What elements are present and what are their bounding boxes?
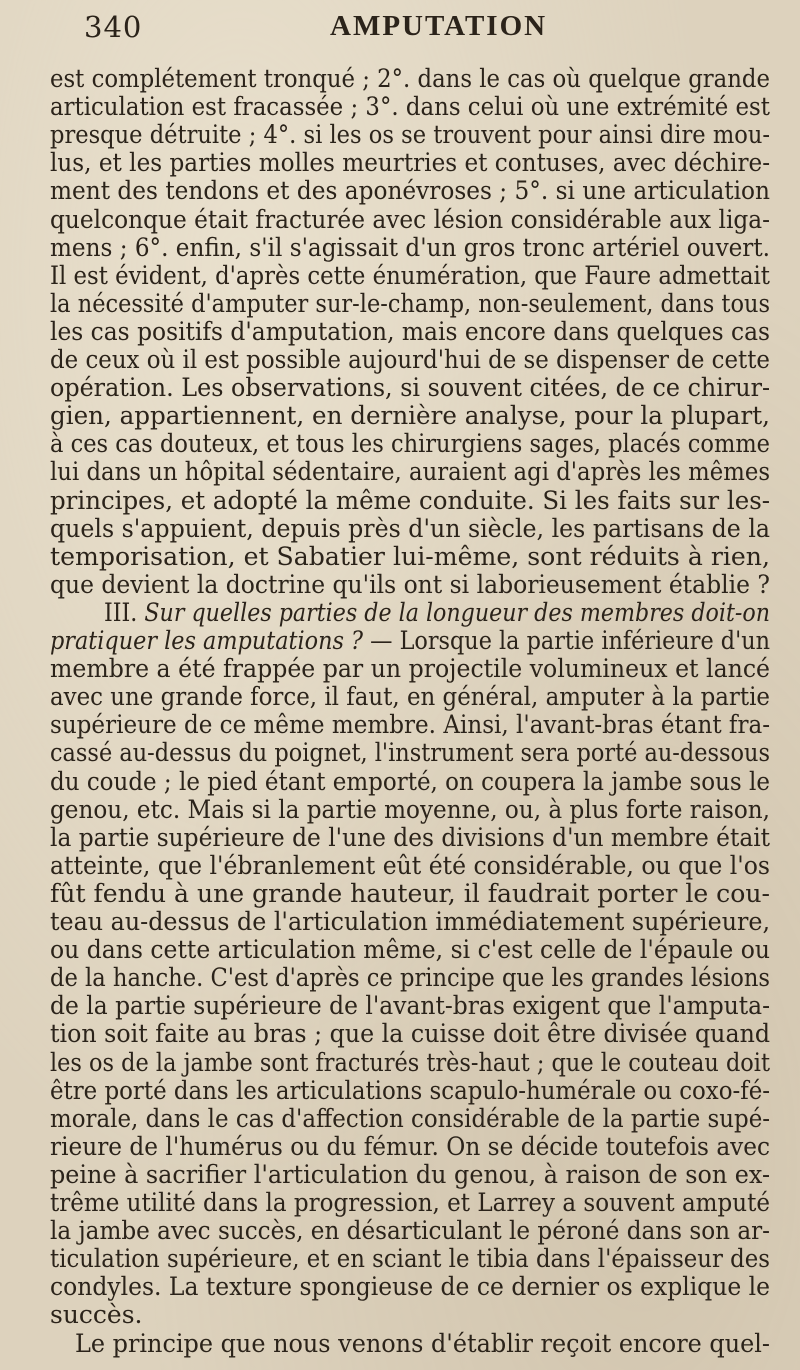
line-text: supérieure de ce même membre. Ainsi, l'avant-bras étant fra- <box>50 710 771 740</box>
line-text: la nécessité d'amputer sur-le-champ, non-seulement, dans tous <box>50 288 770 318</box>
line-text: la partie supérieure de l'une des divisions d'un membre était <box>50 822 771 852</box>
line-text: principes, et adopté la même conduite. Si les faits sur les- <box>50 485 771 515</box>
line-text: ticulation supérieure, et en sciant le tibia dans l'épaisseur des <box>50 1244 770 1274</box>
line-text: temporisation, et Sabatier lui-même, sont réduits à rien, <box>50 541 770 571</box>
line-text: à ces cas douteux, et tous les chirurgiens sages, placés comme <box>50 429 771 459</box>
line-text: succès. <box>50 1300 143 1330</box>
line-text: la jambe avec succès, en désarticulant le péroné dans son ar- <box>50 1216 770 1246</box>
line-text: que devient la doctrine qu'ils ont si laborieusement établie ? <box>50 569 770 599</box>
line-text: fût fendu à une grande hauteur, il faudrait porter le cou- <box>50 878 770 908</box>
line-text: les cas positifs d'amputation, mais encore dans quelques cas <box>50 316 770 346</box>
running-title: AMPUTATION <box>330 10 548 42</box>
line-text: — Lorsque la partie inférieure d'un <box>363 626 771 655</box>
line-text: peine à sacrifier l'articulation du genou, à raison de son ex- <box>50 1159 771 1189</box>
line-text: est complétement tronqué ; 2°. dans le cas où quelque grande <box>50 64 770 93</box>
line-text: genou, etc. Mais si la partie moyenne, ou, à plus forte raison, <box>50 794 771 824</box>
line-text: lus, et les parties molles meurtries et contuses, avec déchire- <box>50 148 771 178</box>
line-text: quelconque était fracturée avec lésion considérable aux liga- <box>50 204 771 234</box>
line-text: condyles. La texture spongieuse de ce dernier os explique le <box>50 1272 771 1302</box>
line-text: ment des tendons et des aponévroses ; 5°. si une articulation <box>50 176 771 206</box>
section-heading-italic: pratiquer les amputations ? <box>50 626 364 655</box>
line-text: de ceux où il est possible aujourd'hui de se dispenser de cette <box>50 345 770 374</box>
line-text: teau au-dessus de l'articulation immédiatement supérieure, <box>50 907 771 936</box>
text-line <box>50 1270 800 1304</box>
section-number: III. <box>104 597 145 627</box>
line-text: membre a été frappée par un projectile volumineux et lancé <box>50 654 771 684</box>
line-text: lui dans un hôpital sédentaire, auraient agi d'après les mêmes <box>50 457 771 487</box>
text-line <box>75 1327 800 1361</box>
line-text: ou dans cette articulation même, si c'est celle de l'épaule ou <box>50 935 771 965</box>
line-text: tion soit faite au bras ; que la cuisse doit être divisée quand <box>50 1019 771 1049</box>
line-text: opération. Les observations, si souvent citées, de ce chirur- <box>50 373 771 403</box>
line-text: mens ; 6°. enfin, s'il s'agissait d'un gros tronc artériel ouvert. <box>50 232 771 262</box>
line-text: quels s'appuient, depuis près d'un siècle, les partisans de la <box>50 513 771 543</box>
page-number: 340 <box>84 10 143 44</box>
page-header <box>84 6 764 50</box>
line-text: cassé au-dessus du poignet, l'instrument sera porté au-dessous <box>50 738 770 768</box>
line-text: atteinte, que l'ébranlement eût été considérable, ou que l'os <box>50 850 770 880</box>
line-text: articulation est fracassée ; 3°. dans celui où une extrémité est <box>50 92 770 122</box>
line-text: Le principe que nous venons d'établir reçoit encore quel- <box>75 1328 771 1358</box>
line-text: de la partie supérieure de l'avant-bras exigent que l'amputa- <box>50 991 771 1021</box>
line-text: presque détruite ; 4°. si les os se trouvent pour ainsi dire mou- <box>50 120 770 150</box>
line-text: gien, appartiennent, en dernière analyse, pour la plupart, <box>50 401 771 431</box>
line-text: rieure de l'humérus ou du fémur. On se décide toutefois avec <box>50 1131 771 1161</box>
line-text: morale, dans le cas d'affection considérable de la partie supé- <box>50 1103 771 1133</box>
line-text: du coude ; le pied étant emporté, on coupera la jambe sous le <box>50 766 770 796</box>
line-text: les os de la jambe sont fracturés très-haut ; que le couteau doit <box>50 1047 770 1077</box>
line-text: avec une grande force, il faut, en général, amputer à la partie <box>50 682 770 712</box>
line-text: Il est évident, d'après cette énumération, que Faure admettait <box>50 260 770 290</box>
section-heading-italic: Sur quelles parties de la longueur des membres doit-on <box>144 597 770 627</box>
line-text: trême utilité dans la progression, et Larrey a souvent amputé <box>50 1188 770 1217</box>
line-text: de la hanche. C'est d'après ce principe que les grandes lésions <box>50 963 771 993</box>
line-text: être porté dans les articulations scapulo-humérale ou coxo-fé- <box>50 1075 770 1105</box>
